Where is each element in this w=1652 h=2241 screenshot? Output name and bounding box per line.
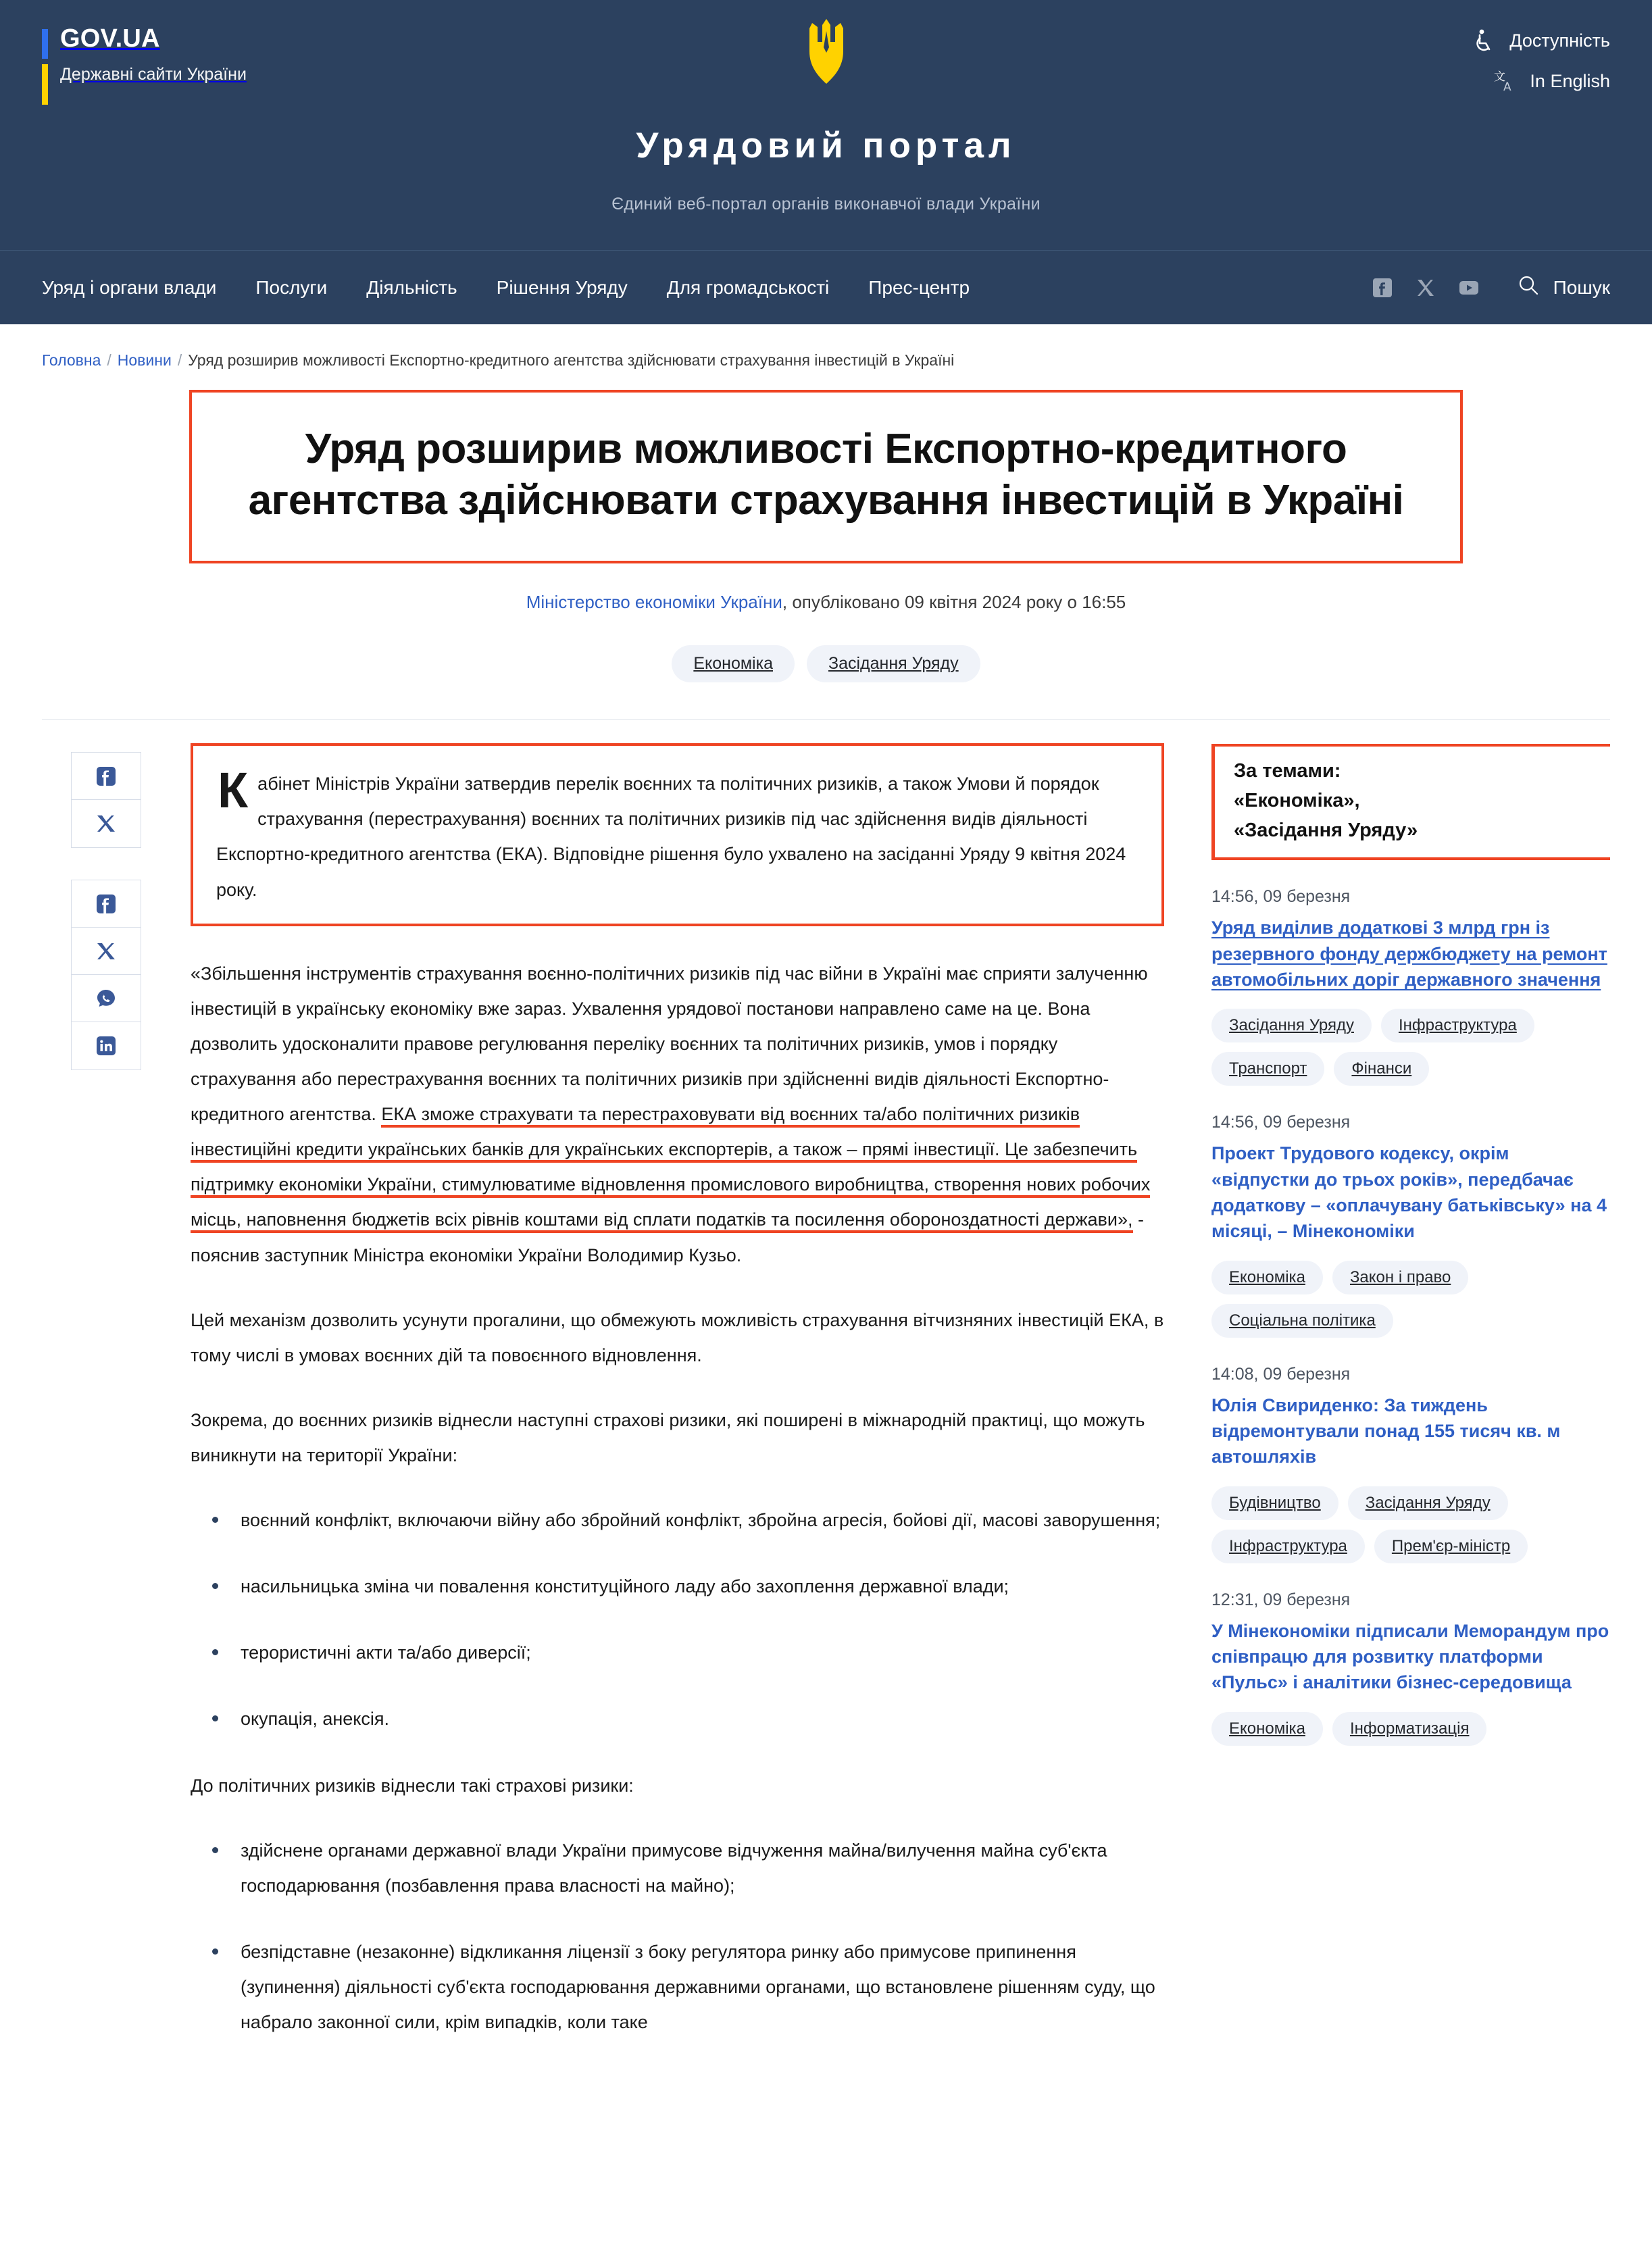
- news-tag[interactable]: Інформатизація: [1332, 1712, 1487, 1746]
- lead-text: абінет Міністрів України затвердив перелік воєнних та політичних ризиків, а також Умови й порядок страхування (перестрахування) воєнних та політичних ризиків під час здійснення видів діяльності Експортно-кредитного агентства (ЕКА). Відповідне рішення було ухвалено на засіданні Уряду 9 квітня 2024 року.: [216, 774, 1126, 900]
- news-tag[interactable]: Будівництво: [1211, 1486, 1338, 1520]
- list-item: [1211, 1590, 1610, 1746]
- list-item: [1211, 1365, 1610, 1563]
- news-tag[interactable]: Прем'єр-міністр: [1374, 1530, 1528, 1563]
- news-title-link[interactable]: Проект Трудового кодексу, окрім «відпустки до трьох років», передбачає додаткову – «оплачувану батьківську» на 4 місяці, – Мінекономіки: [1211, 1143, 1607, 1242]
- nav-item-government[interactable]: Уряд і органи влади: [42, 276, 217, 298]
- news-tag[interactable]: Засідання Уряду: [1348, 1486, 1508, 1520]
- topics-box: [1211, 744, 1610, 860]
- news-time: 14:08, 09 березня: [1211, 1364, 1351, 1384]
- news-tag[interactable]: Інфраструктура: [1211, 1530, 1365, 1563]
- main-navigation: [0, 250, 1652, 324]
- language-label: In English: [1530, 70, 1610, 91]
- nav-item-services[interactable]: Послуги: [255, 276, 328, 298]
- news-tag[interactable]: Економіка: [1211, 1712, 1323, 1746]
- share-sidebar: [42, 720, 170, 1070]
- article-lead-box: [191, 743, 1164, 926]
- article-source-link[interactable]: Міністерство економіки України: [526, 592, 782, 613]
- share-box-top: [71, 752, 141, 848]
- linkedin-share-icon[interactable]: [72, 1022, 141, 1069]
- list-item: [1211, 887, 1610, 1086]
- lead-dropcap: К: [218, 762, 249, 819]
- topics-heading: За темами:: [1234, 760, 1341, 782]
- svg-text:A: A: [1503, 80, 1512, 93]
- govua-flag-bars: [42, 29, 48, 105]
- facebook-share-icon[interactable]: [72, 880, 141, 928]
- breadcrumb-current: Уряд розширив можливості Експортно-кредитного агентства здійснювати страхування інвестицій в Україні: [188, 351, 955, 369]
- article-published: , опубліковано 09 квітня 2024 року о 16:55: [782, 592, 1126, 613]
- news-tags: [1211, 1261, 1610, 1338]
- search-button[interactable]: [1517, 274, 1610, 301]
- svg-text:文: 文: [1494, 70, 1506, 84]
- search-icon: [1517, 274, 1540, 301]
- political-risks-list: [191, 1833, 1164, 2040]
- youtube-icon[interactable]: [1457, 276, 1480, 299]
- breadcrumb-separator: /: [107, 351, 111, 369]
- list-item: здійснене органами державної влади України примусове відчуження майна/вилучення майна суб'єкта господарювання (позбавлення права власності на майно);: [191, 1833, 1164, 1903]
- war-risks-list: [191, 1503, 1164, 1736]
- translate-icon: [1493, 69, 1516, 93]
- article-tag-economy[interactable]: Економіка: [672, 645, 795, 682]
- news-tag[interactable]: Засідання Уряду: [1211, 1009, 1372, 1042]
- topics-item-economy: «Економіка»,: [1234, 790, 1360, 812]
- nav-item-press-center[interactable]: Прес-центр: [868, 276, 970, 298]
- article-body: [170, 720, 1211, 2071]
- article-meta: [42, 592, 1610, 613]
- article-paragraph-2: Цей механізм дозволить усунути прогалини, що обмежують можливість страхування вітчизняних інвестицій ЕКА, в тому числі в умовах воєнних дій та повоєнного відновлення.: [191, 1309, 1164, 1365]
- news-tag[interactable]: Фінанси: [1334, 1052, 1429, 1086]
- article-tags: [42, 645, 1610, 682]
- news-tags: [1211, 1486, 1610, 1563]
- govua-subtitle: Державні сайти України: [60, 64, 247, 84]
- news-tag[interactable]: Соціальна політика: [1211, 1304, 1393, 1338]
- nav-links: [42, 277, 970, 299]
- article-paragraph-quote: [191, 956, 1164, 1273]
- accessibility-label: Доступність: [1509, 30, 1610, 51]
- list-item: безпідставне (незаконне) відкликання ліцензії з боку регулятора ринку або примусове припинення (зупинення) діяльності суб'єкта господарювання державними органами, що встановлене рішенням суду, що набрало законної сили, крім випадків, коли таке: [191, 1934, 1164, 2040]
- quote-part-3: - пояснив заступник Міністра економіки України Володимир Кузьо.: [191, 1209, 1144, 1265]
- news-tag[interactable]: Закон і право: [1332, 1261, 1468, 1294]
- breadcrumb-news[interactable]: Новини: [117, 351, 172, 369]
- ukraine-trident-icon: [803, 19, 850, 84]
- site-header: [0, 0, 1652, 250]
- news-tag[interactable]: Транспорт: [1211, 1052, 1324, 1086]
- article-paragraph-3: Зокрема, до воєнних ризиків віднесли наступні страхові ризики, які поширені в міжнародній практиці, що можуть виникнути на території України:: [191, 1409, 1145, 1465]
- news-tags: [1211, 1009, 1610, 1086]
- article-title-box: [189, 390, 1463, 563]
- nav-item-activity[interactable]: Діяльність: [366, 276, 457, 298]
- header-utility-links: [1473, 28, 1610, 93]
- nav-item-decisions[interactable]: Рішення Уряду: [496, 276, 628, 298]
- search-label: Пошук: [1553, 276, 1610, 298]
- whatsapp-share-icon[interactable]: [72, 975, 141, 1022]
- facebook-share-icon[interactable]: [72, 753, 141, 800]
- topics-item-government-meeting: «Засідання Уряду»: [1234, 820, 1418, 842]
- related-news-sidebar: [1211, 720, 1610, 1746]
- news-tag[interactable]: Економіка: [1211, 1261, 1323, 1294]
- page-title: Уряд розширив можливості Експортно-кредитного агентства здійснювати страхування інвестицій в Україні: [248, 426, 1404, 524]
- nav-social-links: [1371, 276, 1480, 299]
- x-twitter-icon[interactable]: [1414, 276, 1437, 299]
- news-time: 14:56, 09 березня: [1211, 887, 1351, 907]
- share-box-main: [71, 880, 141, 1070]
- news-title-link[interactable]: Уряд виділив додаткові 3 млрд грн із резервного фонду держбюджету на ремонт автомобільних доріг державного значення: [1211, 917, 1607, 990]
- breadcrumb: [0, 324, 1652, 370]
- wheelchair-icon: [1473, 28, 1496, 53]
- breadcrumb-home[interactable]: Головна: [42, 351, 101, 369]
- facebook-icon[interactable]: [1371, 276, 1394, 299]
- news-tag[interactable]: Інфраструктура: [1381, 1009, 1534, 1042]
- language-switch-link[interactable]: [1493, 69, 1610, 93]
- x-share-icon[interactable]: [72, 800, 141, 847]
- news-time: 12:31, 09 березня: [1211, 1590, 1351, 1609]
- govua-title: GOV.UA: [60, 24, 160, 53]
- list-item: [1211, 1113, 1610, 1337]
- quote-highlighted: ЕКА зможе страхувати та перестраховувати від воєнних та/або політичних ризиків інвестиційні кредити українських банків для українських експортерів, а також – прямі інвестиції. Це забезпечить підтримку економіки України, стимулюватиме відновлення промислового виробництва, створення нових робочих місць, наповнення бюджетів всіх рівнів коштами від сплати податків та посилення обороноздатності держави»,: [191, 1104, 1150, 1233]
- list-item: воєнний конфлікт, включаючи війну або збройний конфлікт, збройна агресія, бойові дії, масові заворушення;: [191, 1503, 1164, 1538]
- accessibility-link[interactable]: [1473, 28, 1610, 53]
- govua-logo-link[interactable]: [42, 26, 247, 105]
- breadcrumb-separator-2: /: [177, 351, 182, 369]
- list-item: терористичні акти та/або диверсії;: [191, 1635, 1164, 1670]
- list-item: окупація, анексія.: [191, 1701, 1164, 1736]
- list-item: насильницька зміна чи повалення конституційного ладу або захоплення державної влади;: [191, 1569, 1164, 1604]
- portal-subtitle: Єдиний веб-портал органів виконавчої влади України: [611, 195, 1041, 213]
- news-title-link[interactable]: У Мінекономіки підписали Меморандум про співпрацю для розвитку платформи «Пульс» і аналітики бізнес-середовища: [1211, 1620, 1609, 1693]
- news-time: 14:56, 09 березня: [1211, 1113, 1351, 1132]
- x-share-icon[interactable]: [72, 928, 141, 975]
- article-tag-government-meeting[interactable]: Засідання Уряду: [807, 645, 980, 682]
- quote-part-1: «Збільшення інструментів страхування воєнно-політичних ризиків під час війни в Україні має сприяти залученню інвестицій в українську економіку вже зараз. Ухвалення урядової постанови направлено саме на це. Вона дозволить удосконалити правове регулювання переліку воєнних та політичних ризиків, умов і порядку страхування або перестрахування воєнних та політичних ризиків при здійсненні видів діяльності Експортно-кредитного агентства.: [191, 963, 1148, 1125]
- portal-title: Урядовий портал: [636, 126, 1016, 166]
- article-paragraph-4: До політичних ризиків віднесли такі страхові ризики:: [191, 1775, 634, 1796]
- news-title-link[interactable]: Юлія Свириденко: За тиждень відремонтували понад 155 тисяч кв. м автошляхів: [1211, 1394, 1561, 1467]
- nav-item-public[interactable]: Для громадськості: [666, 276, 830, 298]
- news-tags: [1211, 1712, 1610, 1746]
- article-lead: [216, 762, 1138, 907]
